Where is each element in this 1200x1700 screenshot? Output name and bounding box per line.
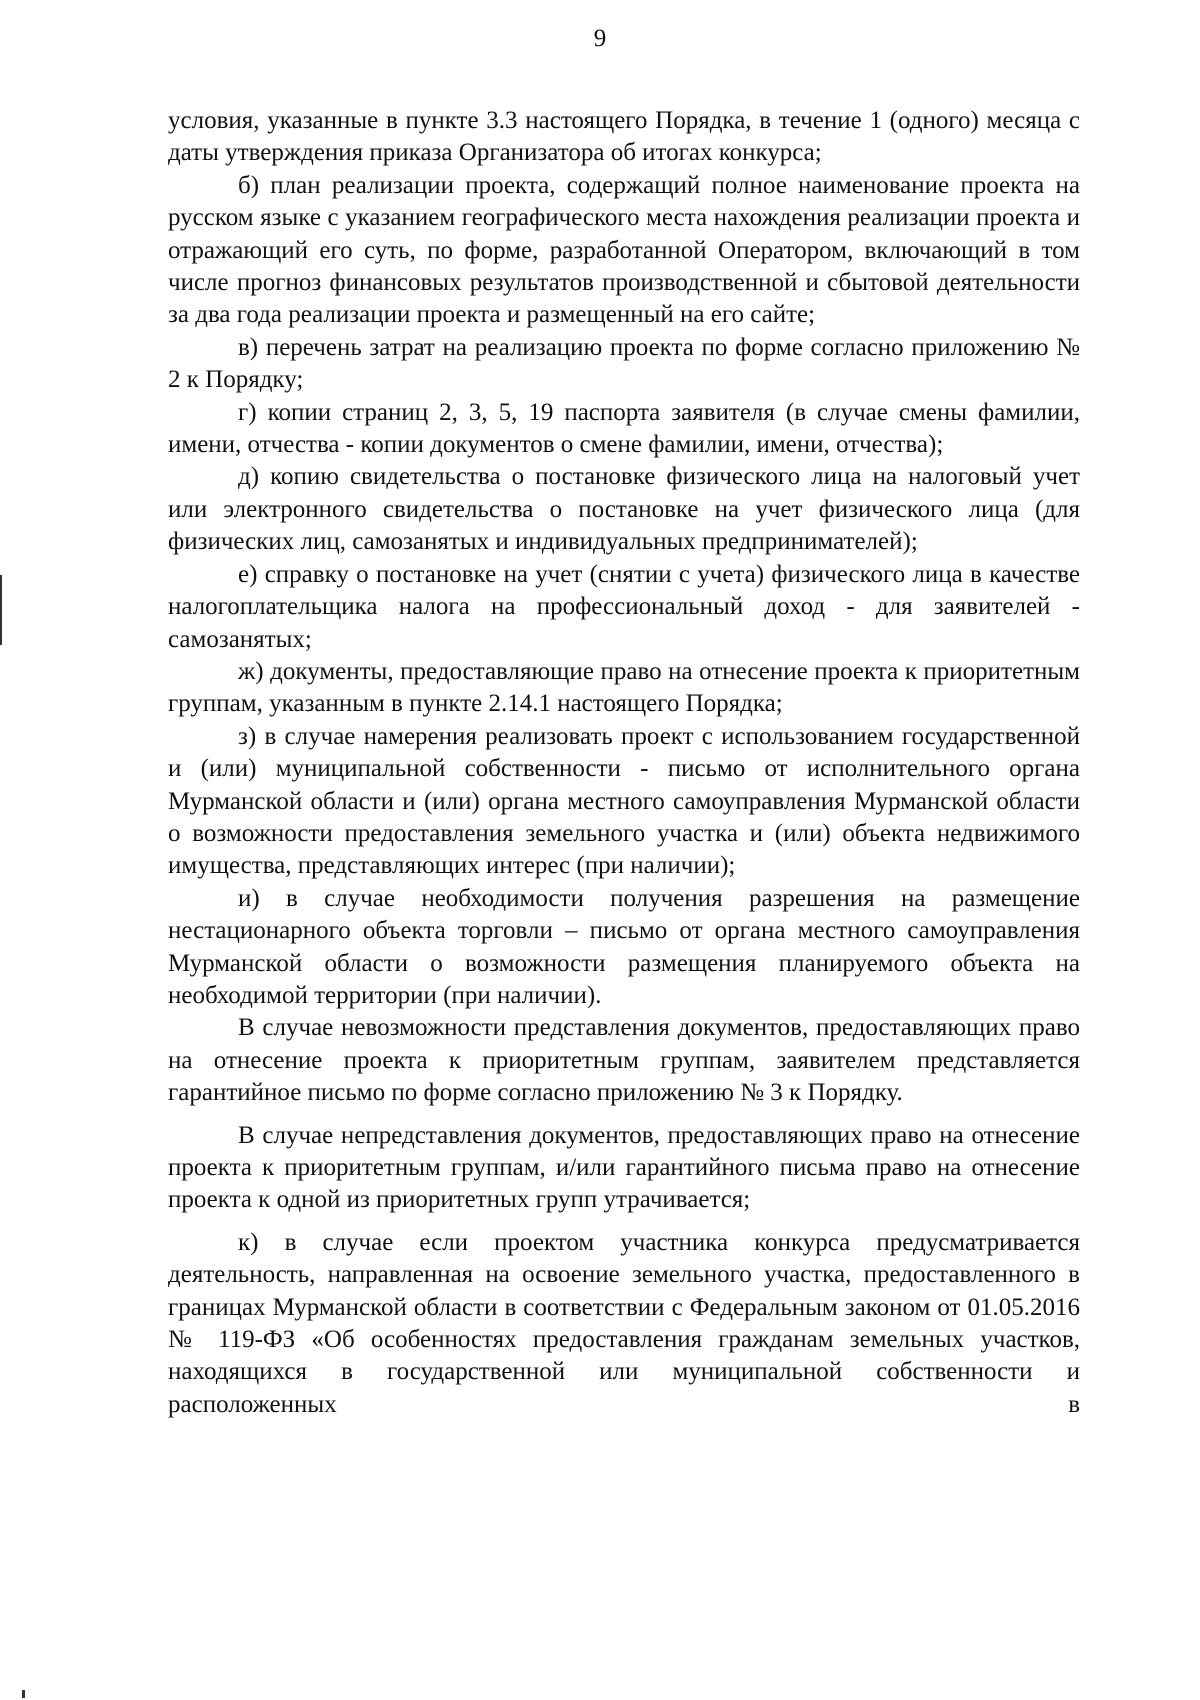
paragraph-item-i: и) в случае необходимости получения разрешения на размещение нестационарного объекта торговли – письмо от органа местного самоуправления Мурманской области о возможности размещения планируемого объекта на необходимой территории (при наличии). bbox=[168, 884, 1080, 1009]
scan-corner-mark bbox=[22, 1690, 25, 1698]
document-body bbox=[168, 105, 1080, 1421]
paragraph-non-submission: В случае непредставления документов, предоставляющих право на отнесение проекта к приоритетным группам, и/или гарантийного письма право на отнесение проекта к одной из приоритетных групп утрачивается; bbox=[168, 1121, 1080, 1214]
paragraph-item-g: г) копии страниц 2, 3, 5, 19 паспорта заявителя (в случае смены фамилии, имени, отчества - копии документов о смене фамилии, имени, отчества); bbox=[168, 398, 1080, 459]
paragraph-item-b: б) план реализации проекта, содержащий полное наименование проекта на русском языке с указанием географического места нахождения реализации проекта и отражающий его суть, по форме, разработанной Оператором, включающий в том числе прогноз финансовых результатов производственной и сбытовой деятельности за два года реализации проекта и размещенный на его сайте; bbox=[168, 171, 1080, 329]
paragraph-item-v: в) перечень затрат на реализацию проекта по форме согласно приложению № 2 к Порядку; bbox=[168, 333, 1080, 394]
paragraph-guarantee-letter: В случае невозможности представления документов, предоставляющих право на отнесение проекта к приоритетным группам, заявителем представляется гарантийное письмо по форме согласно приложению № 3 к Порядку. bbox=[168, 1014, 1080, 1107]
scan-edge-mark bbox=[0, 575, 2, 645]
paragraph-item-zh: ж) документы, предоставляющие право на отнесение проекта к приоритетным группам, указанным в пункте 2.14.1 настоящего Порядка; bbox=[168, 657, 1080, 718]
paragraph-item-k: к) в случае если проектом участника конкурса предусматривается деятельность, направленная на освоение земельного участка, предоставленного в границах Мурманской области в соответствии с Федеральным законом от 01.05.2016 № 119-ФЗ «Об особенностях предоставления гражданам земельных участков, находящихся в государственной или муниципальной собственности и расположенных в bbox=[168, 1228, 1080, 1418]
page-number: 9 bbox=[593, 25, 607, 52]
paragraph-continuation: условия, указанные в пункте 3.3 настоящего Порядка, в течение 1 (одного) месяца с даты утверждения приказа Организатора об итогах конкурса; bbox=[168, 107, 1080, 167]
paragraph-item-e: е) справку о постановке на учет (снятии с учета) физического лица в качестве налогоплательщика налога на профессиональный доход - для заявителей - самозанятых; bbox=[168, 560, 1080, 653]
paragraph-item-z: з) в случае намерения реализовать проект с использованием государственной и (или) муниципальной собственности - письмо от исполнительного органа Мурманской области и (или) органа местного самоуправления Мурманской области о возможности предоставления земельного участка и (или) объекта недвижимого имущества, представляющих интерес (при наличии); bbox=[168, 722, 1080, 880]
paragraph-item-d: д) копию свидетельства о постановке физического лица на налоговый учет или электронного свидетельства о постановке на учет физического лица (для физических лиц, самозанятых и индивидуальных предпринимателей); bbox=[168, 463, 1080, 556]
